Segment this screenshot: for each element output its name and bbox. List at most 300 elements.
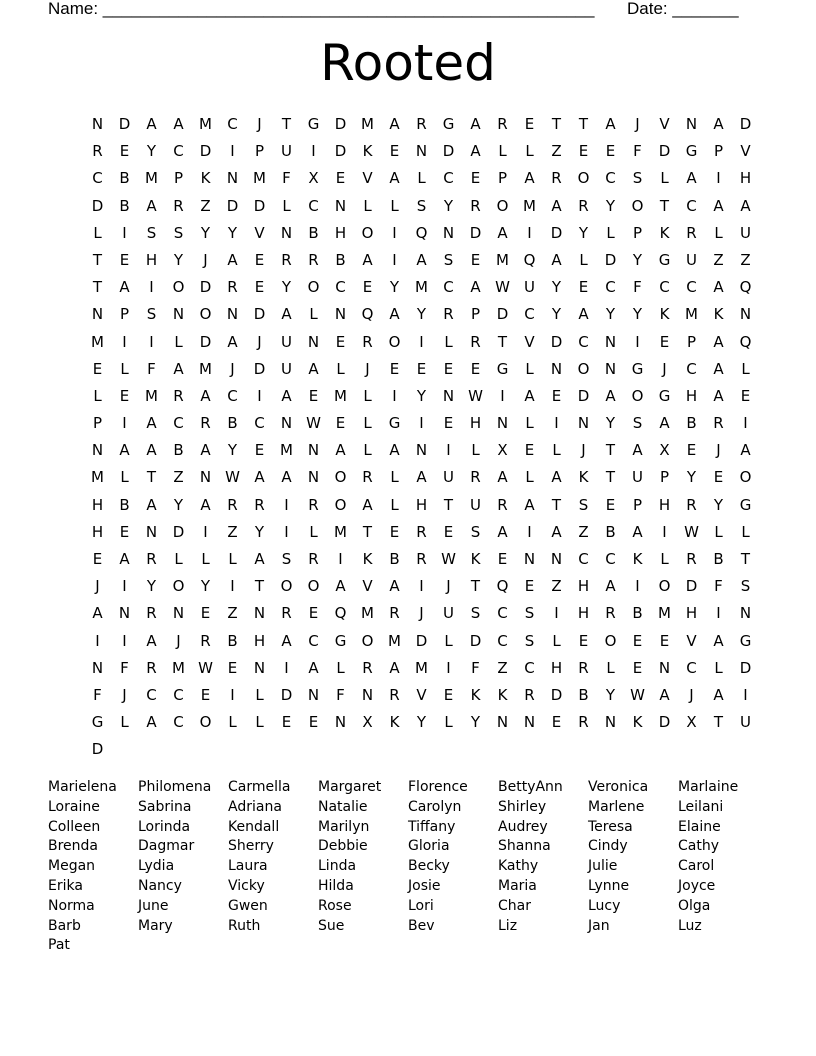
grid-letter: O — [631, 386, 644, 405]
grid-letter: E — [119, 522, 130, 541]
grid-letter: N — [442, 223, 455, 242]
word-list-item: Cathy — [678, 838, 720, 855]
grid-letter: U — [740, 223, 751, 242]
grid-letter: A — [578, 305, 589, 324]
word-list-item: Florence — [408, 779, 468, 795]
grid-letter: B — [308, 223, 319, 242]
grid-letter: N — [523, 550, 536, 568]
grid-letter: Y — [146, 142, 157, 161]
grid-letter: I — [554, 414, 559, 433]
grid-letter: U — [281, 142, 292, 161]
grid-letter: E — [200, 604, 211, 623]
grid-letter: P — [497, 169, 508, 188]
grid-letter: U — [281, 359, 292, 378]
grid-letter: A — [389, 115, 400, 133]
grid-letter: Z — [200, 196, 211, 215]
grid-letter: E — [659, 332, 670, 351]
grid-letter: N — [658, 658, 671, 677]
page-title: Rooted — [320, 34, 496, 92]
grid-letter: S — [632, 169, 643, 188]
grid-letter: E — [686, 441, 697, 460]
word-list-item: Margaret — [318, 779, 382, 795]
grid-letter: G — [658, 386, 671, 405]
grid-letter: Y — [227, 441, 238, 460]
grid-letter: Y — [443, 196, 454, 215]
grid-letter: L — [255, 713, 264, 732]
grid-letter: C — [173, 685, 184, 704]
grid-letter: E — [254, 441, 265, 460]
grid-letter: N — [226, 169, 239, 188]
grid-letter: A — [551, 196, 562, 215]
grid-letter: Z — [578, 522, 589, 541]
grid-letter: Z — [173, 468, 184, 487]
grid-letter: Y — [551, 278, 562, 297]
grid-letter: R — [443, 305, 454, 324]
grid-letter: A — [335, 577, 346, 596]
grid-letter: N — [172, 604, 185, 623]
grid-letter: A — [281, 305, 292, 324]
grid-letter: M — [415, 658, 428, 677]
grid-letter: E — [443, 685, 454, 704]
grid-letter: J — [122, 685, 127, 704]
grid-letter: D — [739, 658, 752, 677]
grid-letter: N — [604, 332, 617, 351]
word-list-item: Lydia — [138, 858, 175, 875]
grid-letter: B — [605, 522, 616, 541]
grid-letter: K — [470, 685, 481, 704]
grid-letter: Y — [227, 223, 238, 242]
grid-letter: T — [281, 115, 292, 133]
grid-letter: H — [685, 604, 698, 623]
grid-letter: A — [659, 685, 670, 704]
grid-letter: T — [740, 550, 751, 568]
grid-letter: E — [578, 631, 589, 650]
grid-letter: E — [632, 658, 643, 677]
grid-letter: Y — [632, 250, 643, 269]
grid-letter: R — [173, 386, 184, 405]
grid-letter: A — [713, 278, 724, 297]
grid-letter: E — [335, 414, 346, 433]
grid-letter: Q — [415, 223, 428, 242]
grid-letter: N — [604, 713, 617, 732]
grid-letter: E — [578, 278, 589, 297]
grid-letter: L — [444, 713, 453, 732]
grid-letter: A — [713, 359, 724, 378]
grid-letter: N — [334, 196, 347, 215]
grid-letter: E — [605, 142, 616, 161]
grid-letter: O — [280, 577, 293, 596]
grid-letter: H — [577, 577, 590, 596]
grid-letter: A — [524, 495, 535, 514]
grid-letter: C — [497, 631, 508, 650]
grid-letter: L — [606, 658, 615, 677]
grid-letter: B — [389, 550, 400, 568]
grid-letter: N — [307, 441, 320, 460]
grid-letter: L — [336, 359, 345, 378]
grid-letter: L — [120, 359, 129, 378]
grid-letter: Z — [740, 250, 751, 269]
grid-letter: A — [200, 441, 211, 460]
word-list-item: BettyAnn — [498, 779, 563, 795]
grid-letter: T — [146, 468, 157, 487]
word-list-item: Marlaine — [678, 779, 739, 795]
grid-letter: G — [739, 495, 752, 514]
grid-letter: S — [632, 414, 643, 433]
grid-letter: J — [662, 359, 667, 378]
grid-letter: N — [577, 414, 590, 433]
grid-letter: L — [228, 713, 237, 732]
grid-letter: O — [172, 577, 185, 596]
grid-letter: D — [253, 359, 266, 378]
grid-letter: M — [658, 604, 671, 623]
grid-letter: G — [631, 359, 644, 378]
grid-letter: I — [122, 414, 127, 433]
grid-letter: D — [658, 142, 671, 161]
grid-letter: A — [254, 468, 265, 487]
grid-letter: U — [443, 604, 454, 623]
grid-letter: B — [686, 414, 697, 433]
grid-letter: L — [93, 386, 102, 405]
grid-letter: A — [173, 359, 184, 378]
grid-letter: V — [659, 115, 670, 133]
grid-letter: I — [392, 250, 397, 269]
grid-letter: N — [307, 685, 320, 704]
grid-letter: A — [470, 115, 481, 133]
grid-letter: L — [174, 550, 183, 568]
grid-letter: Y — [578, 223, 589, 242]
grid-letter: V — [686, 631, 697, 650]
word-list-item: Kathy — [498, 858, 539, 875]
grid-letter: T — [551, 495, 562, 514]
grid-letter: E — [389, 359, 400, 378]
grid-letter: A — [227, 250, 238, 269]
grid-letter: D — [334, 115, 347, 133]
grid-letter: H — [685, 386, 698, 405]
word-list-item: Sue — [318, 917, 345, 934]
grid-letter: D — [199, 142, 212, 161]
grid-letter: L — [552, 631, 561, 650]
grid-letter: U — [470, 495, 481, 514]
grid-letter: R — [146, 658, 157, 677]
grid-letter: A — [146, 441, 157, 460]
word-list-item: Josie — [408, 877, 441, 894]
grid-letter: D — [550, 332, 563, 351]
grid-letter: G — [658, 250, 671, 269]
grid-letter: R — [362, 468, 373, 487]
word-list-item: Megan — [48, 858, 96, 875]
grid-letter: L — [660, 550, 669, 568]
grid-letter: B — [227, 414, 238, 433]
word-list-item: Lori — [408, 897, 434, 914]
grid-letter: J — [689, 685, 694, 704]
grid-letter: V — [416, 685, 427, 704]
grid-letter: A — [416, 250, 427, 269]
grid-letter: C — [173, 142, 184, 161]
grid-letter: W — [306, 414, 321, 433]
grid-letter: Y — [713, 495, 724, 514]
grid-letter: Z — [551, 142, 562, 161]
grid-letter: I — [527, 522, 532, 541]
grid-letter: E — [443, 414, 454, 433]
grid-letter: O — [577, 169, 590, 188]
grid-letter: N — [334, 305, 347, 324]
word-list-item: Sabrina — [138, 798, 192, 815]
word-list-item: Luz — [678, 917, 702, 934]
grid-letter: I — [203, 522, 208, 541]
grid-letter: M — [415, 278, 428, 297]
grid-letter: C — [227, 115, 238, 133]
grid-letter: K — [632, 550, 643, 568]
grid-letter: M — [496, 250, 509, 269]
grid-letter: C — [92, 169, 103, 188]
grid-letter: N — [118, 604, 131, 623]
grid-letter: N — [361, 685, 374, 704]
grid-letter: O — [334, 468, 347, 487]
grid-letter: I — [122, 332, 127, 351]
grid-letter: E — [524, 577, 535, 596]
grid-letter: E — [605, 495, 616, 514]
grid-letter: E — [470, 359, 481, 378]
grid-letter: C — [524, 658, 535, 677]
grid-letter: A — [389, 169, 400, 188]
grid-letter: P — [632, 223, 643, 242]
grid-letter: D — [118, 115, 131, 133]
grid-letter: J — [176, 631, 181, 650]
grid-letter: C — [659, 278, 670, 297]
grid-letter: P — [119, 305, 130, 324]
grid-letter: D — [496, 305, 509, 324]
grid-letter: A — [281, 386, 292, 405]
grid-letter: A — [389, 658, 400, 677]
grid-letter: C — [605, 169, 616, 188]
grid-letter: A — [497, 522, 508, 541]
grid-letter: L — [390, 495, 399, 514]
grid-letter: A — [146, 196, 157, 215]
grid-letter: H — [91, 495, 104, 514]
grid-letter: T — [551, 115, 562, 133]
grid-letter: M — [334, 386, 347, 405]
grid-letter: E — [119, 386, 130, 405]
grid-letter: J — [230, 359, 235, 378]
grid-letter: A — [605, 115, 616, 133]
grid-letter: N — [253, 658, 266, 677]
grid-letter: A — [524, 386, 535, 405]
grid-letter: Y — [632, 305, 643, 324]
grid-letter: A — [200, 386, 211, 405]
grid-letter: K — [470, 550, 481, 568]
grid-letter: A — [119, 441, 130, 460]
grid-letter: K — [578, 468, 589, 487]
grid-letter: Q — [739, 332, 752, 351]
grid-letter: E — [470, 169, 481, 188]
grid-letter: Y — [605, 685, 616, 704]
grid-letter: T — [92, 250, 103, 269]
grid-letter: L — [606, 223, 615, 242]
grid-letter: N — [91, 115, 104, 133]
grid-letter: L — [201, 550, 210, 568]
grid-letter: Q — [739, 278, 752, 297]
grid-letter: A — [713, 631, 724, 650]
grid-letter: A — [713, 685, 724, 704]
grid-letter: O — [604, 631, 617, 650]
grid-letter: N — [685, 115, 698, 133]
grid-letter: D — [550, 685, 563, 704]
grid-letter: I — [284, 658, 289, 677]
grid-letter: R — [92, 142, 103, 161]
grid-letter: N — [307, 468, 320, 487]
grid-letter: D — [577, 386, 590, 405]
grid-letter: A — [632, 441, 643, 460]
grid-letter: B — [632, 604, 643, 623]
grid-letter: E — [227, 658, 238, 677]
grid-letter: G — [685, 142, 698, 161]
grid-letter: R — [578, 713, 589, 732]
grid-letter: N — [442, 386, 455, 405]
grid-letter: E — [632, 631, 643, 650]
grid-letter: Y — [200, 577, 211, 596]
grid-letter: A — [551, 522, 562, 541]
grid-letter: Y — [686, 468, 697, 487]
grid-letter: N — [253, 604, 266, 623]
word-list-item: Veronica — [588, 779, 649, 795]
grid-letter: R — [362, 658, 373, 677]
grid-letter: N — [550, 550, 563, 568]
grid-letter: L — [93, 223, 102, 242]
grid-letter: E — [335, 332, 346, 351]
grid-letter: I — [122, 577, 127, 596]
grid-letter: C — [605, 278, 616, 297]
grid-letter: J — [257, 115, 262, 133]
grid-letter: R — [227, 495, 238, 514]
grid-letter: A — [200, 495, 211, 514]
grid-letter: C — [578, 550, 589, 568]
grid-letter: Y — [200, 223, 211, 242]
word-list-item: Lynne — [588, 877, 630, 894]
grid-letter: O — [388, 332, 401, 351]
grid-letter: H — [469, 414, 482, 433]
grid-letter: O — [307, 577, 320, 596]
grid-letter: E — [281, 713, 292, 732]
grid-letter: C — [686, 359, 697, 378]
grid-letter: I — [419, 577, 424, 596]
grid-letter: X — [497, 441, 508, 460]
word-list-item: Mary — [138, 917, 173, 934]
grid-letter: T — [497, 332, 508, 351]
word-list-item: Philomena — [138, 779, 212, 795]
grid-letter: P — [686, 332, 697, 351]
grid-letter: I — [257, 386, 262, 405]
grid-letter: N — [307, 332, 320, 351]
word-list-item: Marielena — [48, 779, 117, 795]
grid-letter: R — [308, 495, 319, 514]
grid-letter: I — [500, 386, 505, 405]
grid-letter: F — [147, 359, 156, 378]
grid-letter: D — [199, 278, 212, 297]
grid-letter: S — [524, 604, 535, 623]
grid-letter: D — [469, 631, 482, 650]
grid-letter: S — [443, 250, 454, 269]
grid-letter: E — [713, 468, 724, 487]
grid-letter: O — [739, 468, 752, 487]
grid-letter: W — [468, 386, 483, 405]
grid-letter: D — [253, 196, 266, 215]
grid-letter: B — [119, 196, 130, 215]
grid-letter: I — [554, 604, 559, 623]
grid-letter: L — [363, 196, 372, 215]
grid-letter: R — [146, 550, 157, 568]
grid-letter: E — [308, 604, 319, 623]
grid-letter: M — [145, 169, 158, 188]
grid-letter: C — [254, 414, 265, 433]
grid-letter: L — [363, 414, 372, 433]
grid-letter: O — [631, 196, 644, 215]
grid-letter: L — [309, 522, 318, 541]
grid-letter: K — [200, 169, 211, 188]
grid-letter: R — [389, 685, 400, 704]
word-list-item: Char — [498, 897, 531, 914]
grid-letter: A — [632, 522, 643, 541]
grid-letter: A — [227, 332, 238, 351]
grid-letter: M — [145, 386, 158, 405]
word-list-item: Pat — [48, 937, 70, 954]
grid-letter: D — [199, 332, 212, 351]
grid-letter: E — [362, 278, 373, 297]
grid-letter: Y — [470, 713, 481, 732]
word-list-item: Debbie — [318, 838, 368, 855]
word-list-item: Loraine — [48, 798, 100, 815]
grid-letter: C — [173, 414, 184, 433]
word-list-item: Tiffany — [408, 818, 456, 835]
word-list-item: Carolyn — [408, 798, 462, 815]
grid-letter: K — [659, 223, 670, 242]
grid-letter: S — [470, 604, 481, 623]
header — [48, 0, 748, 21]
grid-letter: F — [93, 685, 102, 704]
grid-letter: T — [605, 468, 616, 487]
grid-letter: J — [95, 577, 100, 596]
grid-letter: S — [281, 550, 292, 568]
grid-letter: E — [524, 441, 535, 460]
grid-letter: P — [632, 495, 643, 514]
grid-letter: E — [92, 359, 103, 378]
grid-letter: I — [527, 223, 532, 242]
word-list-item: June — [138, 897, 169, 914]
grid-letter: L — [471, 441, 480, 460]
grid-letter: R — [281, 250, 292, 269]
grid-letter: Y — [416, 386, 427, 405]
grid-letter: R — [605, 604, 616, 623]
grid-letter: X — [659, 441, 670, 460]
grid-letter: E — [119, 250, 130, 269]
grid-letter: C — [578, 332, 589, 351]
grid-letter: D — [442, 142, 455, 161]
grid-letter: P — [173, 169, 184, 188]
grid-letter: M — [253, 169, 266, 188]
grid-letter: S — [416, 196, 427, 215]
grid-letter: Q — [496, 577, 509, 596]
grid-letter: A — [740, 196, 751, 215]
word-list-item: Gwen — [228, 897, 268, 914]
grid-letter: I — [743, 685, 748, 704]
grid-letter: R — [686, 223, 697, 242]
grid-letter: L — [363, 386, 372, 405]
word-list-item: Gloria — [408, 838, 450, 855]
grid-letter: L — [525, 142, 534, 161]
grid-letter: M — [91, 468, 104, 487]
grid-letter: E — [551, 713, 562, 732]
grid-letter: D — [469, 223, 482, 242]
word-list-item: Teresa — [588, 818, 633, 835]
